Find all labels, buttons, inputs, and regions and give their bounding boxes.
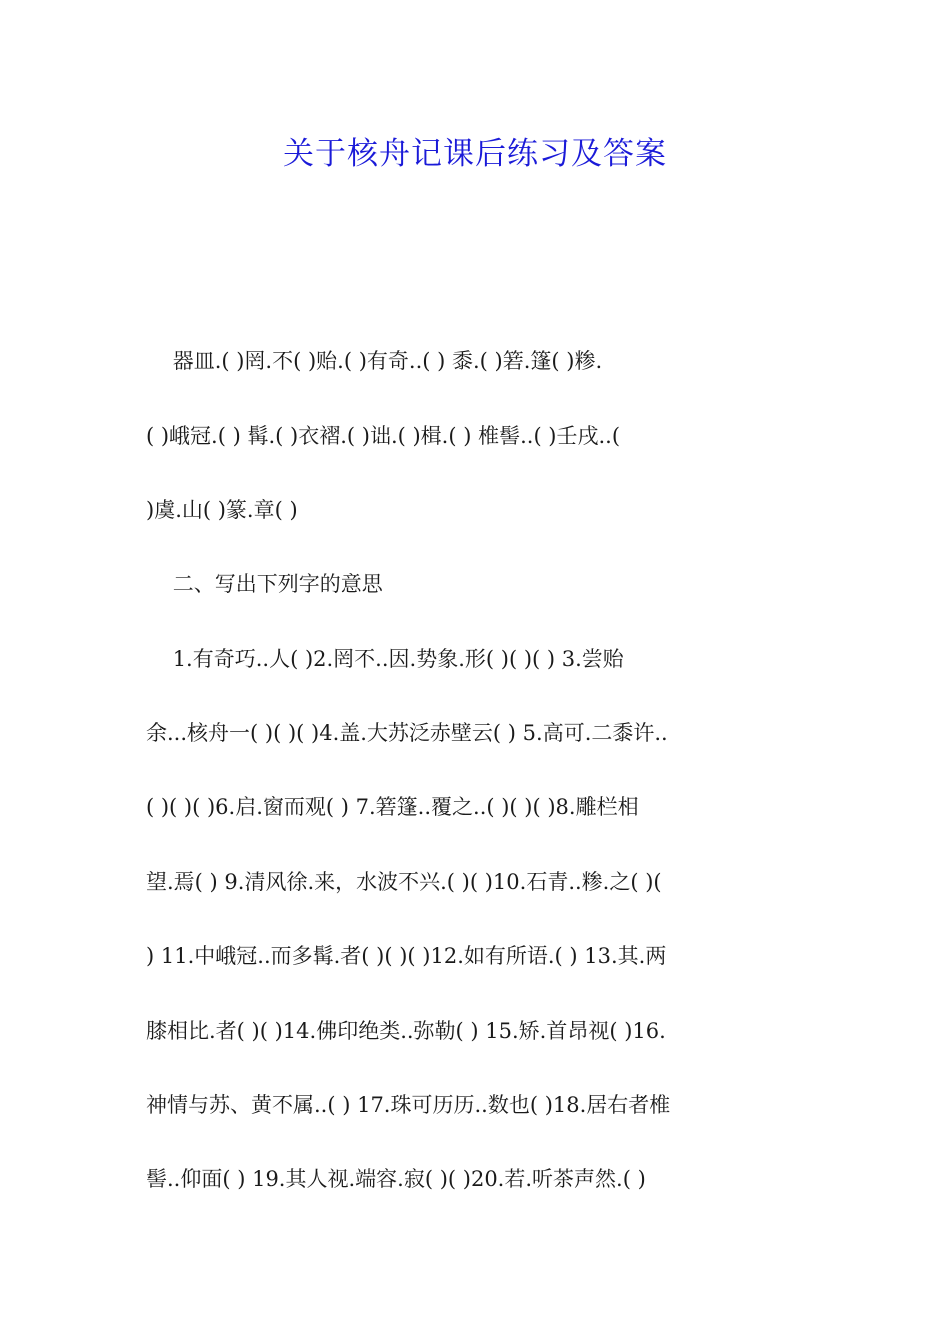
text-line-11: 神情与苏、黄不属..( ) 17.珠可历历..数也( )18.居右者椎 [146, 1093, 671, 1117]
section-heading: 二、写出下列字的意思 [146, 572, 383, 596]
text-line-6: 余...核舟一( )( )( )4.盖.大苏泛赤壁云( ) 5.高可.二黍许.. [146, 721, 668, 745]
text-line-2: ( )峨冠.( ) 髯.( )衣褶.( )诎.( )楫.( ) 椎髻..( )壬戌..( [146, 424, 621, 448]
text-line-10: 膝相比.者( )( )14.佛印绝类..弥勒( ) 15.矫.首昂视( )16. [146, 1019, 666, 1043]
text-line-8: 望.焉( ) 9.清风徐.来，水波不兴.( )( )10.石青..糁.之( )( [146, 870, 662, 894]
text-line-7: ( )( )( )6.启.窗而观( ) 7.箬篷..覆之..( )( )( )8.雕栏相 [146, 795, 639, 819]
text-line-1: 器皿.( )罔.不( )贻.( )有奇..( ) 黍.( )箬.篷( )糁. [146, 349, 603, 373]
text-line-3: )虞.山( )篆.章( ) [146, 498, 298, 522]
text-line-5: 1.有奇巧..人( )2.罔不..因.势象.形( )( )( ) 3.尝贻 [146, 647, 624, 671]
document-title: 关于核舟记课后练习及答案 [283, 136, 667, 172]
text-line-9: ) 11.中峨冠..而多髯.者( )( )( )12.如有所语.( ) 13.其.两 [146, 944, 667, 968]
text-line-12: 髻..仰面( ) 19.其人视.端容.寂( )( )20.若.听茶声然.( ) [146, 1167, 646, 1191]
